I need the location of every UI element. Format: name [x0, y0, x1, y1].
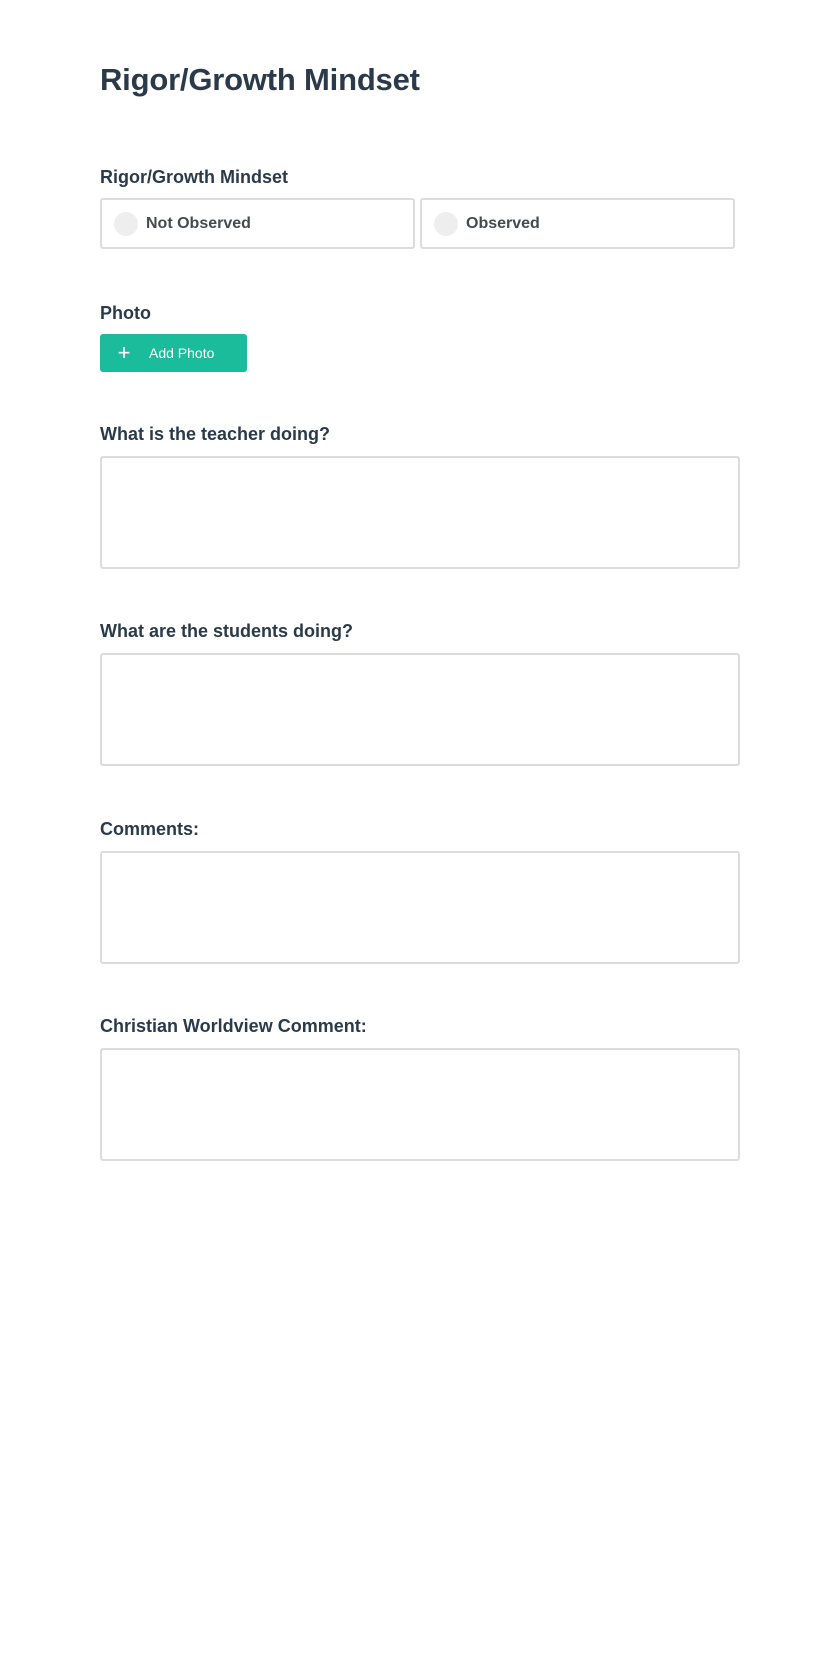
students-doing-textarea[interactable]: [100, 653, 740, 766]
worldview-comment-textarea[interactable]: [100, 1048, 740, 1161]
worldview-comment-question: [100, 1015, 740, 1161]
worldview-comment-label: Christian Worldview Comment:: [100, 1016, 367, 1036]
rigor-growth-mindset-question: [100, 166, 740, 249]
page-title: Rigor/Growth Mindset: [100, 62, 420, 97]
plus-icon: +: [117, 340, 131, 365]
comments-textarea[interactable]: [100, 851, 740, 964]
students-doing-label: What are the students doing?: [100, 621, 354, 641]
radio-label-observed: Observed: [466, 214, 540, 232]
rigor-radio-group: [100, 198, 740, 249]
rigor-question-label: Rigor/Growth Mindset: [100, 167, 288, 187]
add-photo-button[interactable]: [100, 334, 247, 372]
radio-option-observed[interactable]: [420, 198, 735, 249]
radio-circle-icon[interactable]: [434, 212, 458, 236]
photo-section: [100, 302, 740, 372]
students-doing-question: [100, 620, 740, 766]
teacher-doing-textarea[interactable]: [100, 456, 740, 569]
photo-label: Photo: [100, 303, 151, 323]
teacher-doing-question: [100, 423, 740, 569]
radio-label-not-observed: Not Observed: [146, 214, 251, 232]
comments-question: [100, 818, 740, 964]
comments-label: Comments:: [100, 819, 200, 839]
radio-circle-icon[interactable]: [114, 212, 138, 236]
add-photo-label: Add Photo: [149, 345, 215, 361]
radio-option-not-observed[interactable]: [100, 198, 415, 249]
teacher-doing-label: What is the teacher doing?: [100, 424, 331, 444]
